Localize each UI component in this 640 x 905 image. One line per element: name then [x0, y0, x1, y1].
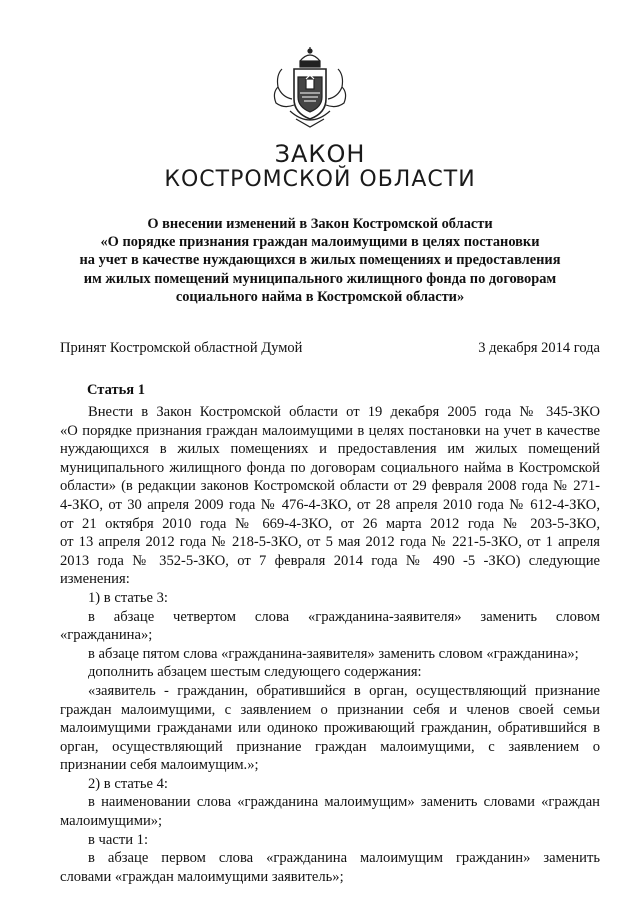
- body-line: 4-ЗКО, от 30 апреля 2009 года № 476-4-ЗКО, от 28 апреля 2010 года № 612-4-ЗКО,: [60, 496, 600, 513]
- quote-line: граждан малоимущими, с заявлением о признании себя и членов своей семьи: [60, 701, 600, 718]
- body-line: от 13 апреля 2012 года № 218-5-ЗКО, от 5 мая 2012 года № 221-5-ЗКО, от 1 апреля: [60, 534, 600, 551]
- item-line: дополнить абзацем шестым следующего содержания:: [88, 664, 422, 681]
- body-line: муниципального жилищного фонда по договорам социального найма в Костромской: [60, 459, 600, 476]
- item-line: словами «граждан малоимущими заявитель»;: [60, 868, 344, 885]
- body-line: изменения:: [60, 571, 130, 588]
- law-region: КОСТРОМСКОЙ ОБЛАСТИ: [164, 167, 476, 192]
- quote-line: «заявитель - гражданин, обратившийся в орган, осуществляющий признание: [88, 682, 600, 699]
- item-line: малоимущими»;: [60, 813, 163, 830]
- body-line: от 21 октября 2010 года № 669-4-ЗКО, от 26 марта 2012 года № 203-5-ЗКО,: [60, 515, 600, 532]
- subject-line: на учет в качестве нуждающихся в жилых помещениях и предоставления: [79, 252, 561, 269]
- law-title: ЗАКОН: [274, 140, 366, 168]
- body-line: «О порядке признания граждан малоимущими в целях постановки на учет в качестве: [60, 422, 600, 439]
- quote-line: признании себя малоимущим.»;: [60, 757, 259, 774]
- item-line: «гражданина»;: [60, 627, 153, 644]
- article-title: Статья 1: [87, 382, 145, 398]
- item-line: в абзаце четвертом слова «гражданина-заявителя» заменить словом: [88, 608, 600, 625]
- quote-line: орган, осуществляющий признание граждан малоимущими, с заявлением о: [60, 738, 600, 755]
- adopted-by: Принят Костромской областной Думой: [60, 340, 303, 356]
- item-line: 2) в статье 4:: [88, 775, 168, 792]
- item-line: в абзаце первом слова «гражданина малоимущим гражданин» заменить: [88, 850, 600, 867]
- body-line: 2013 года № 352-5-ЗКО, от 7 февраля 2014 года № 490 -5 -ЗКО) следующие: [60, 552, 600, 569]
- article-body: [60, 403, 600, 886]
- subject-line: «О порядке признания граждан малоимущими в целях постановки: [100, 234, 540, 251]
- adoption-line: [60, 340, 600, 357]
- item-line: в наименовании слова «гражданина малоимущим» заменить словами «граждан: [88, 794, 600, 811]
- item-line: 1) в статье 3:: [88, 589, 168, 606]
- subject-line: им жилых помещений муниципального жилищного фонда по договорам: [83, 270, 557, 287]
- adoption-date: 3 декабря 2014 года: [478, 340, 600, 356]
- body-line: Внести в Закон Костромской области от 19 декабря 2005 года № 345-ЗКО: [88, 404, 600, 420]
- subject-line: О внесении изменений в Закон Костромской области: [147, 216, 493, 232]
- body-line: области» (в редакции законов Костромской области от 29 февраля 2008 года № 271-: [60, 478, 600, 495]
- law-subject: [60, 215, 580, 306]
- body-line: нуждающихся в жилых помещениях и предоставления им жилых помещений: [60, 441, 600, 458]
- item-line: в абзаце пятом слова «гражданина-заявителя» заменить словом «гражданина»;: [88, 645, 579, 662]
- quote-line: малоимущими гражданами или одиноко проживающий гражданин, обратившийся в: [60, 720, 600, 737]
- coat-of-arms-icon: [270, 47, 350, 131]
- subject-line: социального найма в Костромской области»: [175, 288, 465, 305]
- item-line: в части 1:: [88, 831, 149, 848]
